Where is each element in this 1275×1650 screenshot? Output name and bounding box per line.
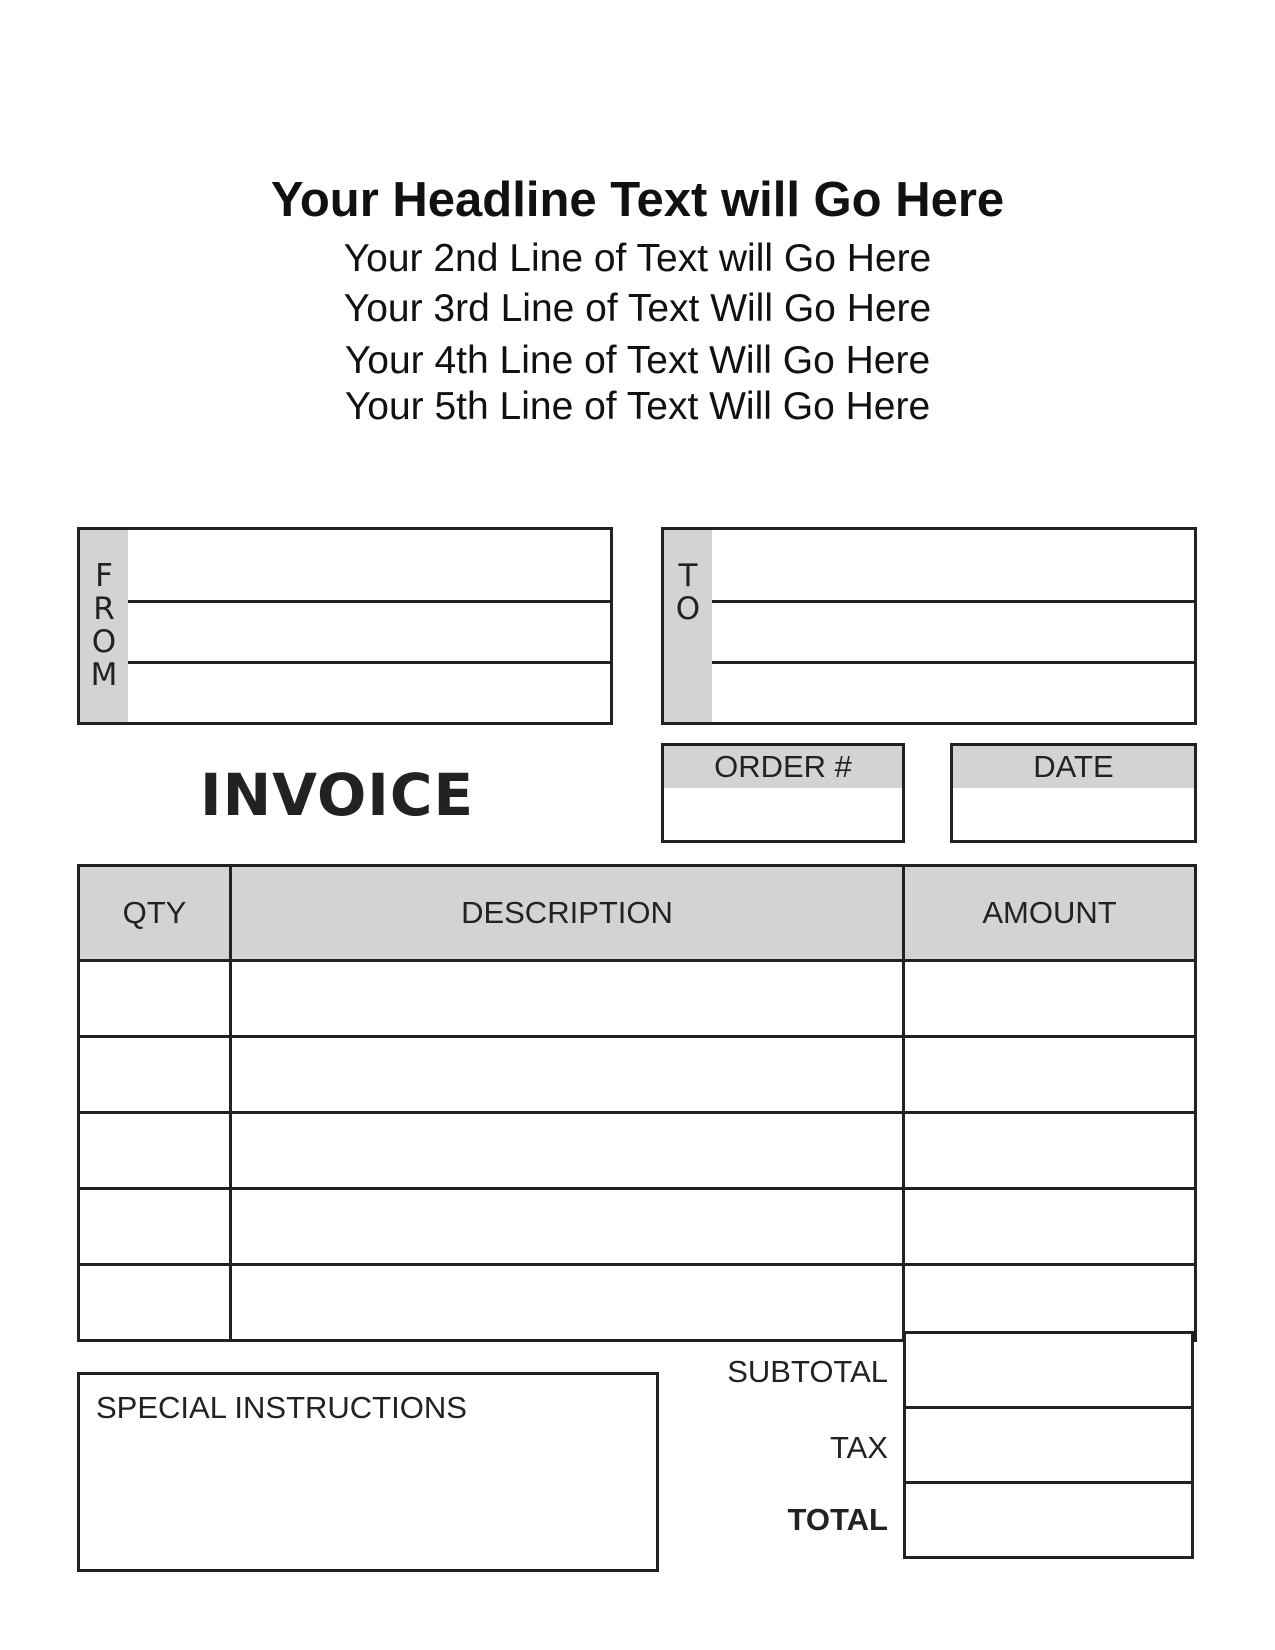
date-label: DATE xyxy=(953,746,1194,788)
from-letter: M xyxy=(90,657,118,693)
subtotal-cell[interactable] xyxy=(903,1331,1194,1409)
total-cell[interactable] xyxy=(903,1481,1194,1559)
items-header-row xyxy=(79,866,1196,961)
from-line-2 xyxy=(128,661,610,664)
qty-header: QTY xyxy=(79,866,231,961)
special-instructions-box[interactable] xyxy=(77,1372,659,1572)
header-line-4: Your 4th Line of Text Will Go Here xyxy=(344,339,931,382)
from-letter: F xyxy=(95,558,113,594)
from-side-label xyxy=(80,530,128,722)
to-line-1 xyxy=(712,600,1194,603)
qty-cell[interactable] xyxy=(79,1265,231,1341)
description-header: DESCRIPTION xyxy=(231,866,904,961)
table-row xyxy=(79,1113,1196,1189)
amount-cell[interactable] xyxy=(904,1037,1196,1113)
headline: Your Headline Text will Go Here xyxy=(270,173,1005,227)
tax-cell[interactable] xyxy=(903,1406,1194,1484)
order-number-label: ORDER # xyxy=(664,746,902,788)
qty-cell[interactable] xyxy=(79,1037,231,1113)
description-cell[interactable] xyxy=(231,1113,904,1189)
table-row xyxy=(79,1265,1196,1341)
amount-header: AMOUNT xyxy=(904,866,1196,961)
description-cell[interactable] xyxy=(231,1037,904,1113)
header-line-2: Your 2nd Line of Text will Go Here xyxy=(343,237,932,280)
to-side-label xyxy=(664,530,712,722)
qty-cell[interactable] xyxy=(79,1189,231,1265)
description-cell[interactable] xyxy=(231,1189,904,1265)
qty-cell[interactable] xyxy=(79,961,231,1037)
description-cell[interactable] xyxy=(231,1265,904,1341)
amount-cell[interactable] xyxy=(904,1113,1196,1189)
date-box xyxy=(950,743,1197,843)
subtotal-label: SUBTOTAL xyxy=(727,1354,888,1389)
to-line-2 xyxy=(712,661,1194,664)
table-row xyxy=(79,961,1196,1037)
order-number-box xyxy=(661,743,905,843)
to-box xyxy=(661,527,1197,725)
tax-label: TAX xyxy=(830,1430,888,1465)
amount-cell[interactable] xyxy=(904,961,1196,1037)
amount-cell[interactable] xyxy=(904,1189,1196,1265)
special-instructions-label: SPECIAL INSTRUCTIONS xyxy=(96,1390,467,1425)
items-table xyxy=(77,864,1197,1342)
total-label: TOTAL xyxy=(787,1502,888,1537)
to-letter: T xyxy=(678,558,698,594)
qty-cell[interactable] xyxy=(79,1113,231,1189)
from-letter: R xyxy=(93,591,115,627)
table-row xyxy=(79,1037,1196,1113)
from-box xyxy=(77,527,613,725)
header-line-5: Your 5th Line of Text Will Go Here xyxy=(344,385,931,428)
amount-cell[interactable] xyxy=(904,1265,1196,1341)
from-line-1 xyxy=(128,600,610,603)
table-row xyxy=(79,1189,1196,1265)
description-cell[interactable] xyxy=(231,961,904,1037)
from-letter: O xyxy=(91,624,117,660)
header-line-3: Your 3rd Line of Text Will Go Here xyxy=(343,287,932,330)
invoice-title: INVOICE xyxy=(200,761,475,829)
to-letter: O xyxy=(675,591,701,627)
